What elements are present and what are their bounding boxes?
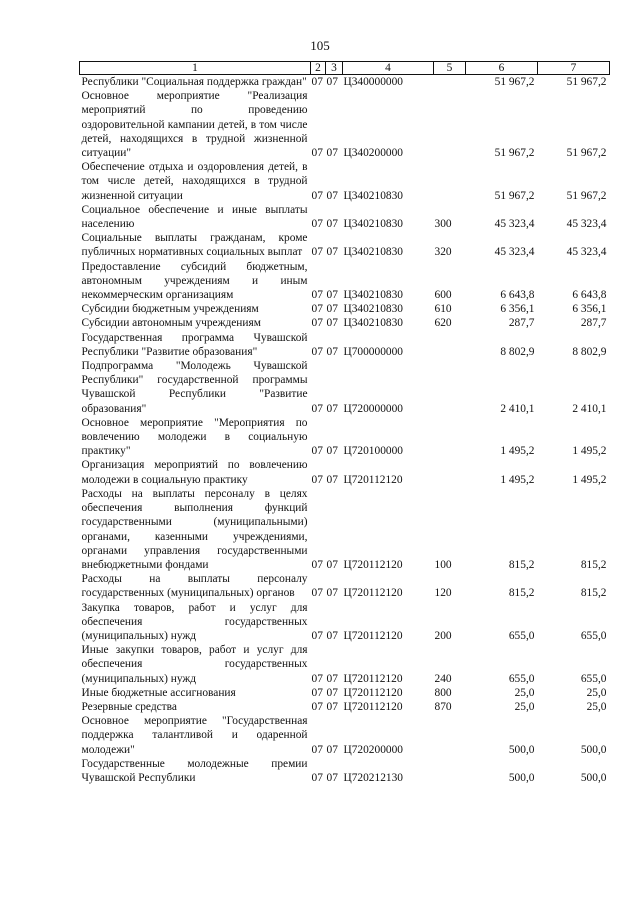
row-name: Иные бюджетные ассигнования [81,686,236,699]
row-amount-2: 287,7 [580,317,607,330]
row-section: 07 [311,76,323,88]
row-expense-type: 120 [434,587,452,600]
row-subsection: 07 [326,700,338,713]
row-amount-1: 655,0 [508,629,535,642]
row-section: 07 [311,289,323,302]
row-amount-1: 1 495,2 [500,473,535,486]
row-section: 07 [311,189,323,202]
table-row [80,601,610,644]
row-target-article: Ц340210830 [343,189,403,202]
row-amount-2: 655,0 [580,629,607,642]
row-section: 07 [311,743,323,756]
table-row [80,686,610,700]
row-target-article: Ц720000000 [343,402,403,415]
row-expense-type: 320 [434,246,452,259]
row-expense-type: 300 [434,218,452,231]
row-section: 07 [311,317,323,330]
table-row [80,316,610,330]
column-header: 7 [538,62,610,75]
row-target-article: Ц340000000 [343,76,403,88]
row-name: Социальные выплаты гражданам, кроме публичных нормативных социальных выплат [81,232,308,259]
row-amount-1: 6 356,1 [500,303,535,316]
row-target-article: Ц720200000 [343,743,403,756]
row-expense-type: 610 [434,303,452,316]
row-expense-type [434,331,466,359]
row-section: 07 [311,771,323,784]
table-header [80,62,610,75]
budget-table [79,61,610,785]
row-section: 07 [311,473,323,486]
row-subsection: 07 [326,317,338,330]
row-amount-1: 25,0 [514,700,535,713]
row-amount-1: 25,0 [514,686,535,699]
table-row [80,260,610,303]
row-subsection: 07 [326,771,338,784]
row-amount-2: 500,0 [580,771,607,784]
row-name: Основное мероприятие "Мероприятия по вовлечению молодежи в социальную практику" [81,416,308,458]
row-amount-1: 51 967,2 [494,189,535,202]
column-header: 1 [80,62,311,75]
row-subsection: 07 [326,445,338,458]
table-row [80,203,610,231]
table-row [80,572,610,600]
row-amount-1: 45 323,4 [494,218,535,231]
row-amount-1: 2 410,1 [500,402,535,415]
table-row [80,416,610,459]
row-section: 07 [311,700,323,713]
row-name: Государственная программа Чувашской Республики "Развитие образования" [81,331,308,358]
row-target-article: Ц720112120 [343,558,403,571]
row-name: Обеспечение отдыха и оздоровления детей, в том числе детей, находящихся в трудной жизненной ситуации [81,161,308,202]
row-target-article: Ц720112120 [343,587,403,600]
row-section: 07 [311,303,323,316]
row-amount-2: 6 356,1 [572,303,607,316]
row-amount-2: 815,2 [580,587,607,600]
row-amount-2: 815,2 [580,558,607,571]
row-name: Предоставление субсидий бюджетным, автономным учреждениям и иным некоммерческим организациям [81,260,308,302]
row-amount-2: 51 967,2 [566,189,607,202]
column-header: 4 [343,62,434,75]
row-expense-type: 600 [434,289,452,302]
row-amount-2: 655,0 [580,672,607,685]
row-amount-1: 51 967,2 [494,147,535,160]
row-target-article: Ц720212130 [343,771,403,784]
row-name: Резервные средства [81,700,177,713]
row-subsection: 07 [326,473,338,486]
table-row [80,714,610,757]
row-subsection: 07 [326,289,338,302]
table-row [80,89,610,160]
row-target-article: Ц340210830 [343,303,403,316]
table-row [80,75,610,90]
table-row [80,160,610,203]
row-expense-type: 100 [434,558,452,571]
row-amount-2: 500,0 [580,743,607,756]
table-row [80,757,610,785]
row-expense-type: 870 [434,700,452,713]
row-amount-2: 1 495,2 [572,445,607,458]
row-target-article: Ц340210830 [343,317,403,330]
row-expense-type [434,416,466,459]
row-name: Расходы на выплаты персоналу государственных (муниципальных) органов [81,573,308,600]
row-expense-type [434,160,466,203]
row-name: Организация мероприятий по вовлечению молодежи в социальную практику [81,459,308,486]
column-header: 2 [311,62,326,75]
table-row [80,458,610,486]
row-section: 07 [311,686,323,699]
table-row [80,231,610,259]
row-subsection: 07 [326,587,338,600]
table-row [80,302,610,316]
row-amount-2: 2 410,1 [572,402,607,415]
row-name: Субсидии автономным учреждениям [81,317,261,330]
row-target-article: Ц720112120 [343,473,403,486]
row-amount-1: 500,0 [508,743,535,756]
column-header: 3 [326,62,343,75]
row-amount-1: 6 643,8 [500,289,535,302]
row-subsection: 07 [326,629,338,642]
row-subsection: 07 [326,672,338,685]
table-row [80,700,610,714]
row-section: 07 [311,402,323,415]
row-amount-2: 25,0 [586,686,607,699]
row-amount-2: 8 802,9 [572,345,607,358]
row-subsection: 07 [326,743,338,756]
row-amount-1: 655,0 [508,672,535,685]
row-amount-1: 45 323,4 [494,246,535,259]
row-amount-1: 500,0 [508,771,535,784]
row-expense-type [434,359,466,416]
row-expense-type [434,75,466,90]
row-section: 07 [311,147,323,160]
row-subsection: 07 [326,686,338,699]
row-expense-type: 800 [434,686,452,699]
row-amount-1: 1 495,2 [500,445,535,458]
row-amount-2: 45 323,4 [566,246,607,259]
table-row [80,331,610,359]
row-section: 07 [311,445,323,458]
row-section: 07 [311,218,323,231]
row-name: Основное мероприятие "Реализация мероприятий по проведению оздоровительной кампании детей, в том числе детей, находящихся в трудной жизненной ситуации" [81,90,308,160]
row-section: 07 [311,629,323,642]
row-amount-1: 51 967,2 [494,76,535,88]
row-name: Государственные молодежные премии Чувашской Республики [81,757,308,784]
row-target-article: Ц340210830 [343,218,403,231]
row-section: 07 [311,345,323,358]
row-amount-2: 1 495,2 [572,473,607,486]
table-row [80,359,610,416]
row-section: 07 [311,672,323,685]
row-subsection: 07 [326,218,338,231]
row-target-article: Ц720100000 [343,445,403,458]
row-name: Закупка товаров, работ и услуг для обеспечения государственных (муниципальных) нужд [81,601,308,642]
row-subsection: 07 [326,402,338,415]
row-name: Иные закупки товаров, работ и услуг для обеспечения государственных (муниципальных) нужд [81,644,308,685]
page-number: 105 [310,38,330,53]
row-name: Подпрограмма "Молодежь Чувашской Республики" государственной программы Чувашской Республики "Развитие образования" [81,360,308,415]
row-expense-type [434,714,466,757]
row-section: 07 [311,558,323,571]
row-amount-1: 815,2 [508,587,535,600]
row-target-article: Ц340210830 [343,289,403,302]
row-amount-2: 51 967,2 [566,76,607,88]
row-subsection: 07 [326,345,338,358]
row-name: Расходы на выплаты персоналу в целях обеспечения выполнения функций государственными (муниципальными) органами, казенными учреждениями, органами управления государственными внебюджетными фондами [81,487,308,571]
row-amount-2: 25,0 [586,700,607,713]
row-target-article: Ц340210830 [343,246,403,259]
row-target-article: Ц700000000 [343,345,403,358]
row-target-article: Ц720112120 [343,700,403,713]
row-amount-1: 815,2 [508,558,535,571]
row-subsection: 07 [326,558,338,571]
row-amount-2: 6 643,8 [572,289,607,302]
row-subsection: 07 [326,147,338,160]
row-subsection: 07 [326,246,338,259]
row-target-article: Ц720112120 [343,672,403,685]
row-amount-2: 45 323,4 [566,218,607,231]
table-body [80,75,610,786]
row-section: 07 [311,246,323,259]
row-subsection: 07 [326,189,338,202]
row-expense-type [434,458,466,486]
row-amount-1: 287,7 [508,317,535,330]
row-subsection: 07 [326,76,338,88]
row-amount-2: 51 967,2 [566,147,607,160]
row-name: Республики "Социальная поддержка граждан" [81,76,307,88]
row-target-article: Ц720112120 [343,629,403,642]
row-expense-type [434,89,466,160]
row-name: Социальное обеспечение и иные выплаты населению [81,203,308,231]
row-subsection: 07 [326,303,338,316]
row-expense-type: 200 [434,629,452,642]
column-header: 6 [466,62,538,75]
row-section: 07 [311,587,323,600]
row-expense-type: 620 [434,317,452,330]
table-row [80,487,610,572]
table-row [80,643,610,686]
row-target-article: Ц340200000 [343,147,403,160]
row-expense-type [434,757,466,785]
column-header: 5 [434,62,466,75]
row-target-article: Ц720112120 [343,686,403,699]
row-amount-1: 8 802,9 [500,345,535,358]
row-expense-type: 240 [434,672,452,685]
row-name: Основное мероприятие "Государственная поддержка талантливой и одаренной молодежи" [81,715,308,756]
row-name: Субсидии бюджетным учреждениям [81,303,259,316]
